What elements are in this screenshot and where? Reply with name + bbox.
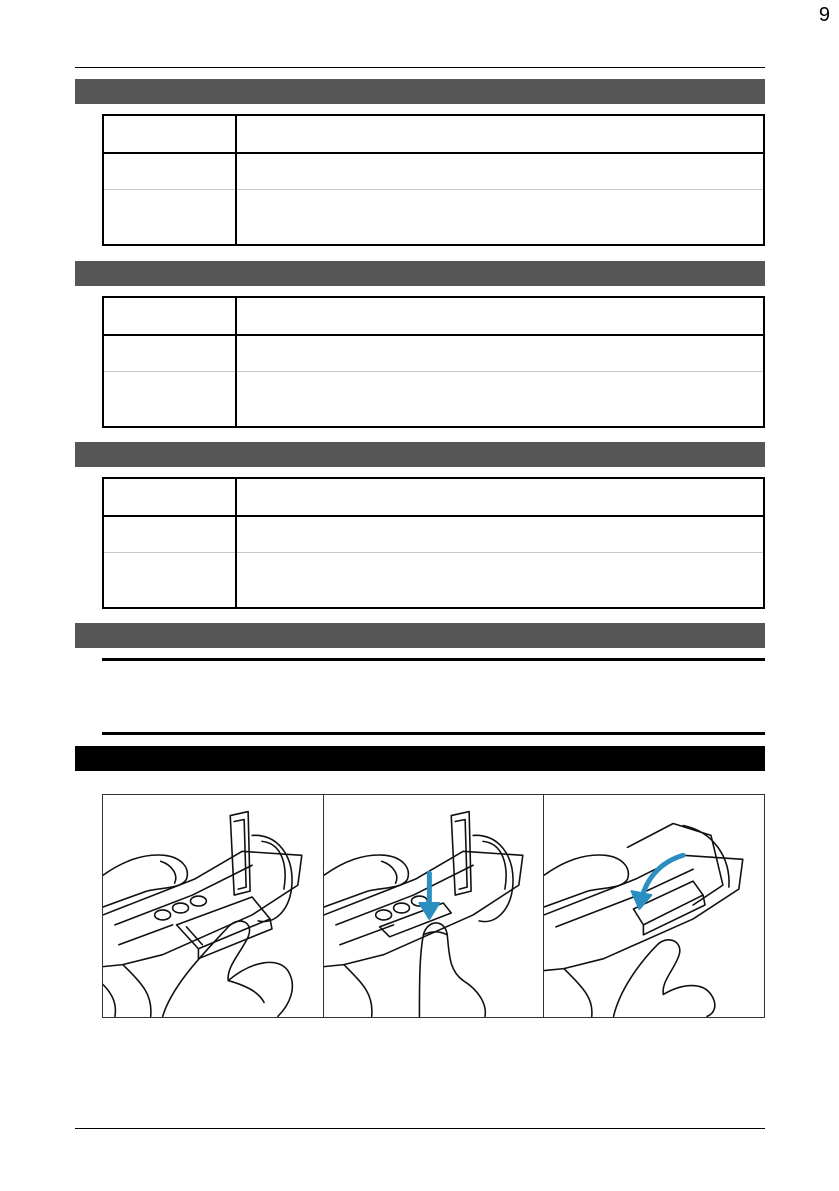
table-cell xyxy=(236,190,764,246)
table-cell xyxy=(236,516,764,553)
table-cell xyxy=(236,478,764,516)
table-cell xyxy=(236,153,764,190)
section-header-bar-3 xyxy=(75,442,765,467)
table-cell xyxy=(236,372,764,428)
section-header-bar-4 xyxy=(75,623,765,648)
section-header-bar-2 xyxy=(75,261,765,286)
chapter-heading-bar xyxy=(75,746,765,771)
table-cell xyxy=(236,553,764,609)
table-cell xyxy=(103,153,236,190)
battery-illustration-figure xyxy=(102,794,765,1018)
illustration-panel-insert-battery xyxy=(103,795,323,1017)
illustration-panel-push-battery-down xyxy=(323,795,544,1017)
note-bottom-rule xyxy=(102,732,765,735)
table-cell xyxy=(103,115,236,153)
page-number: 9 xyxy=(818,4,831,26)
table-cell xyxy=(103,372,236,428)
section-header-bar-1 xyxy=(75,79,765,104)
table-cell xyxy=(103,190,236,246)
table-cell xyxy=(103,297,236,335)
table-cell xyxy=(103,553,236,609)
table-cell xyxy=(103,516,236,553)
spec-table-1 xyxy=(102,114,765,246)
footer-rule xyxy=(75,1128,765,1129)
illustration-panel-close-battery-cover xyxy=(543,795,764,1017)
table-cell xyxy=(103,478,236,516)
table-cell xyxy=(236,335,764,372)
table-cell xyxy=(236,115,764,153)
spec-table-2 xyxy=(102,296,765,428)
spec-table-3 xyxy=(102,477,765,609)
table-cell xyxy=(103,335,236,372)
note-top-rule xyxy=(102,658,765,661)
table-cell xyxy=(236,297,764,335)
header-rule xyxy=(75,67,765,68)
